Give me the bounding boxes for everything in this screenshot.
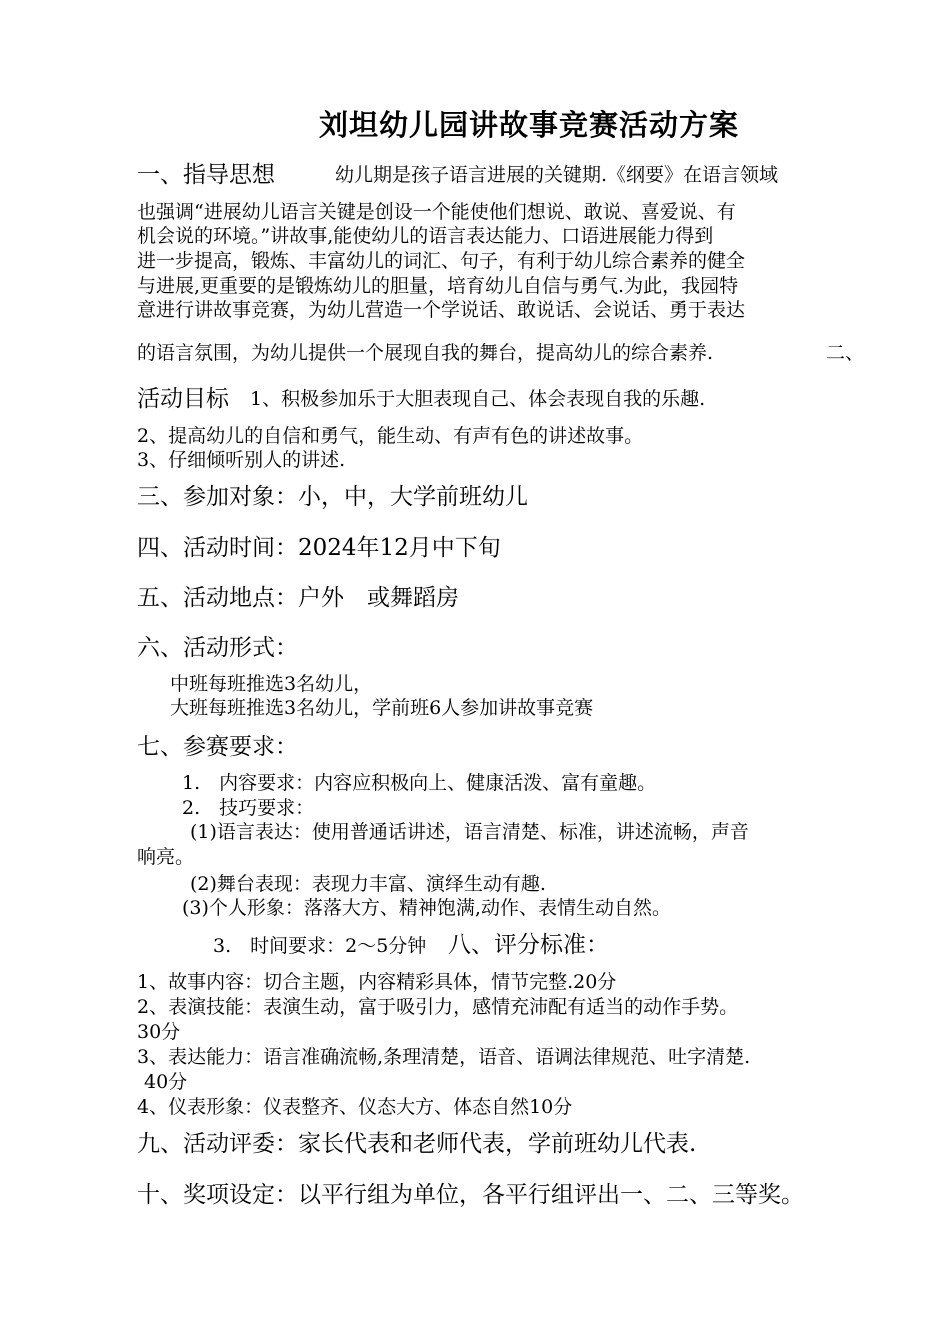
section-3: 三、参加对象：小，中，大学前班幼儿 [137,484,528,510]
goal-item-3: 3、仔细倾听别人的讲述. [137,449,346,471]
section-1-line-6: 意进行讲故事竞赛，为幼儿营造一个学说话、敢说话、会说话、勇于表达 [137,299,746,321]
requirement-2c: (3)个人形象：落落大方、精神饱满,动作、表情生动自然。 [182,897,671,919]
section-1-line-3: 机会说的环境。”讲故事,能使幼儿的语言表达能力、口语进展能力得到 [137,225,714,247]
requirement-1: 1. 内容要求：内容应积极向上、健康活泼、富有童趣。 [182,772,657,794]
section-1-heading: 一、指导思想 [137,162,275,188]
section-8-heading: 八、评分标准： [448,932,609,958]
section-4: 四、活动时间：2024年12月中下旬 [137,535,501,561]
scoring-item-4: 4、仪表形象：仪表整齐、仪态大方、体态自然10分 [137,1096,573,1118]
section-6-heading: 六、活动形式： [137,635,298,661]
section-7-heading: 七、参赛要求： [137,734,298,760]
scoring-item-3: 3、表达能力：语言准确流畅,条理清楚，语音、语调法律规范、吐字清楚. [137,1046,751,1068]
section-1-line-2: 也强调“进展幼儿语言关键是创设一个能使他们想说、敢说、喜爱说、有 [137,201,736,223]
goal-item-1: 1、积极参加乐于大胆表现自己、体会表现自我的乐趣. [250,388,706,410]
requirement-3: 3. 时间要求：2～5分钟 [213,935,427,957]
section-10: 十、奖项设定：以平行组为单位，各平行组评出一、二、三等奖。 [137,1182,804,1208]
section-2-heading: 活动目标 [137,386,229,412]
document-title: 刘坦幼儿园讲故事竞赛活动方案 [319,108,740,142]
scoring-item-3-score: 40分 [144,1071,188,1093]
section-1-line-4: 进一步提高，锻炼、丰富幼儿的词汇、句子，有利于幼儿综合素养的健全 [137,250,746,272]
scoring-item-2-score: 30分 [137,1021,181,1043]
goal-item-2: 2、提高幼儿的自信和勇气，能生动、有声有色的讲述故事。 [137,425,644,447]
section-5: 五、活动地点：户外 或舞蹈房 [137,585,459,611]
format-line-1: 中班每班推选3名幼儿， [170,673,373,695]
scoring-item-1: 1、故事内容：切合主题，内容精彩具体，情节完整.20分 [137,971,617,993]
section-1-line-5: 与进展,更重要的是锻炼幼儿的胆量，培育幼儿自信与勇气.为此，我园特 [137,275,739,297]
section-2-number: 二、 [826,342,865,364]
scoring-item-2: 2、表演技能：表演生动，富于吸引力，感情充沛配有适当的动作手势。 [137,996,739,1018]
section-1-line-7: 的语言氛围，为幼儿提供一个展现自我的舞台，提高幼儿的综合素养. [137,342,714,364]
section-9: 九、活动评委：家长代表和老师代表，学前班幼儿代表. [137,1131,697,1157]
requirement-2: 2. 技巧要求： [182,797,315,819]
format-line-2: 大班每班推选3名幼儿，学前班6人参加讲故事竞赛 [170,697,594,719]
requirement-2a-continued: 响亮。 [137,846,195,868]
section-1-line-1: 幼儿期是孩子语言进展的关键期.《纲要》在语言领域 [335,164,779,186]
requirement-2a: (1)语言表达：使用普通话讲述，语言清楚、标准，讲述流畅，声音 [190,821,749,843]
requirement-2b: (2)舞台表现：表现力丰富、演绎生动有趣. [190,873,546,895]
